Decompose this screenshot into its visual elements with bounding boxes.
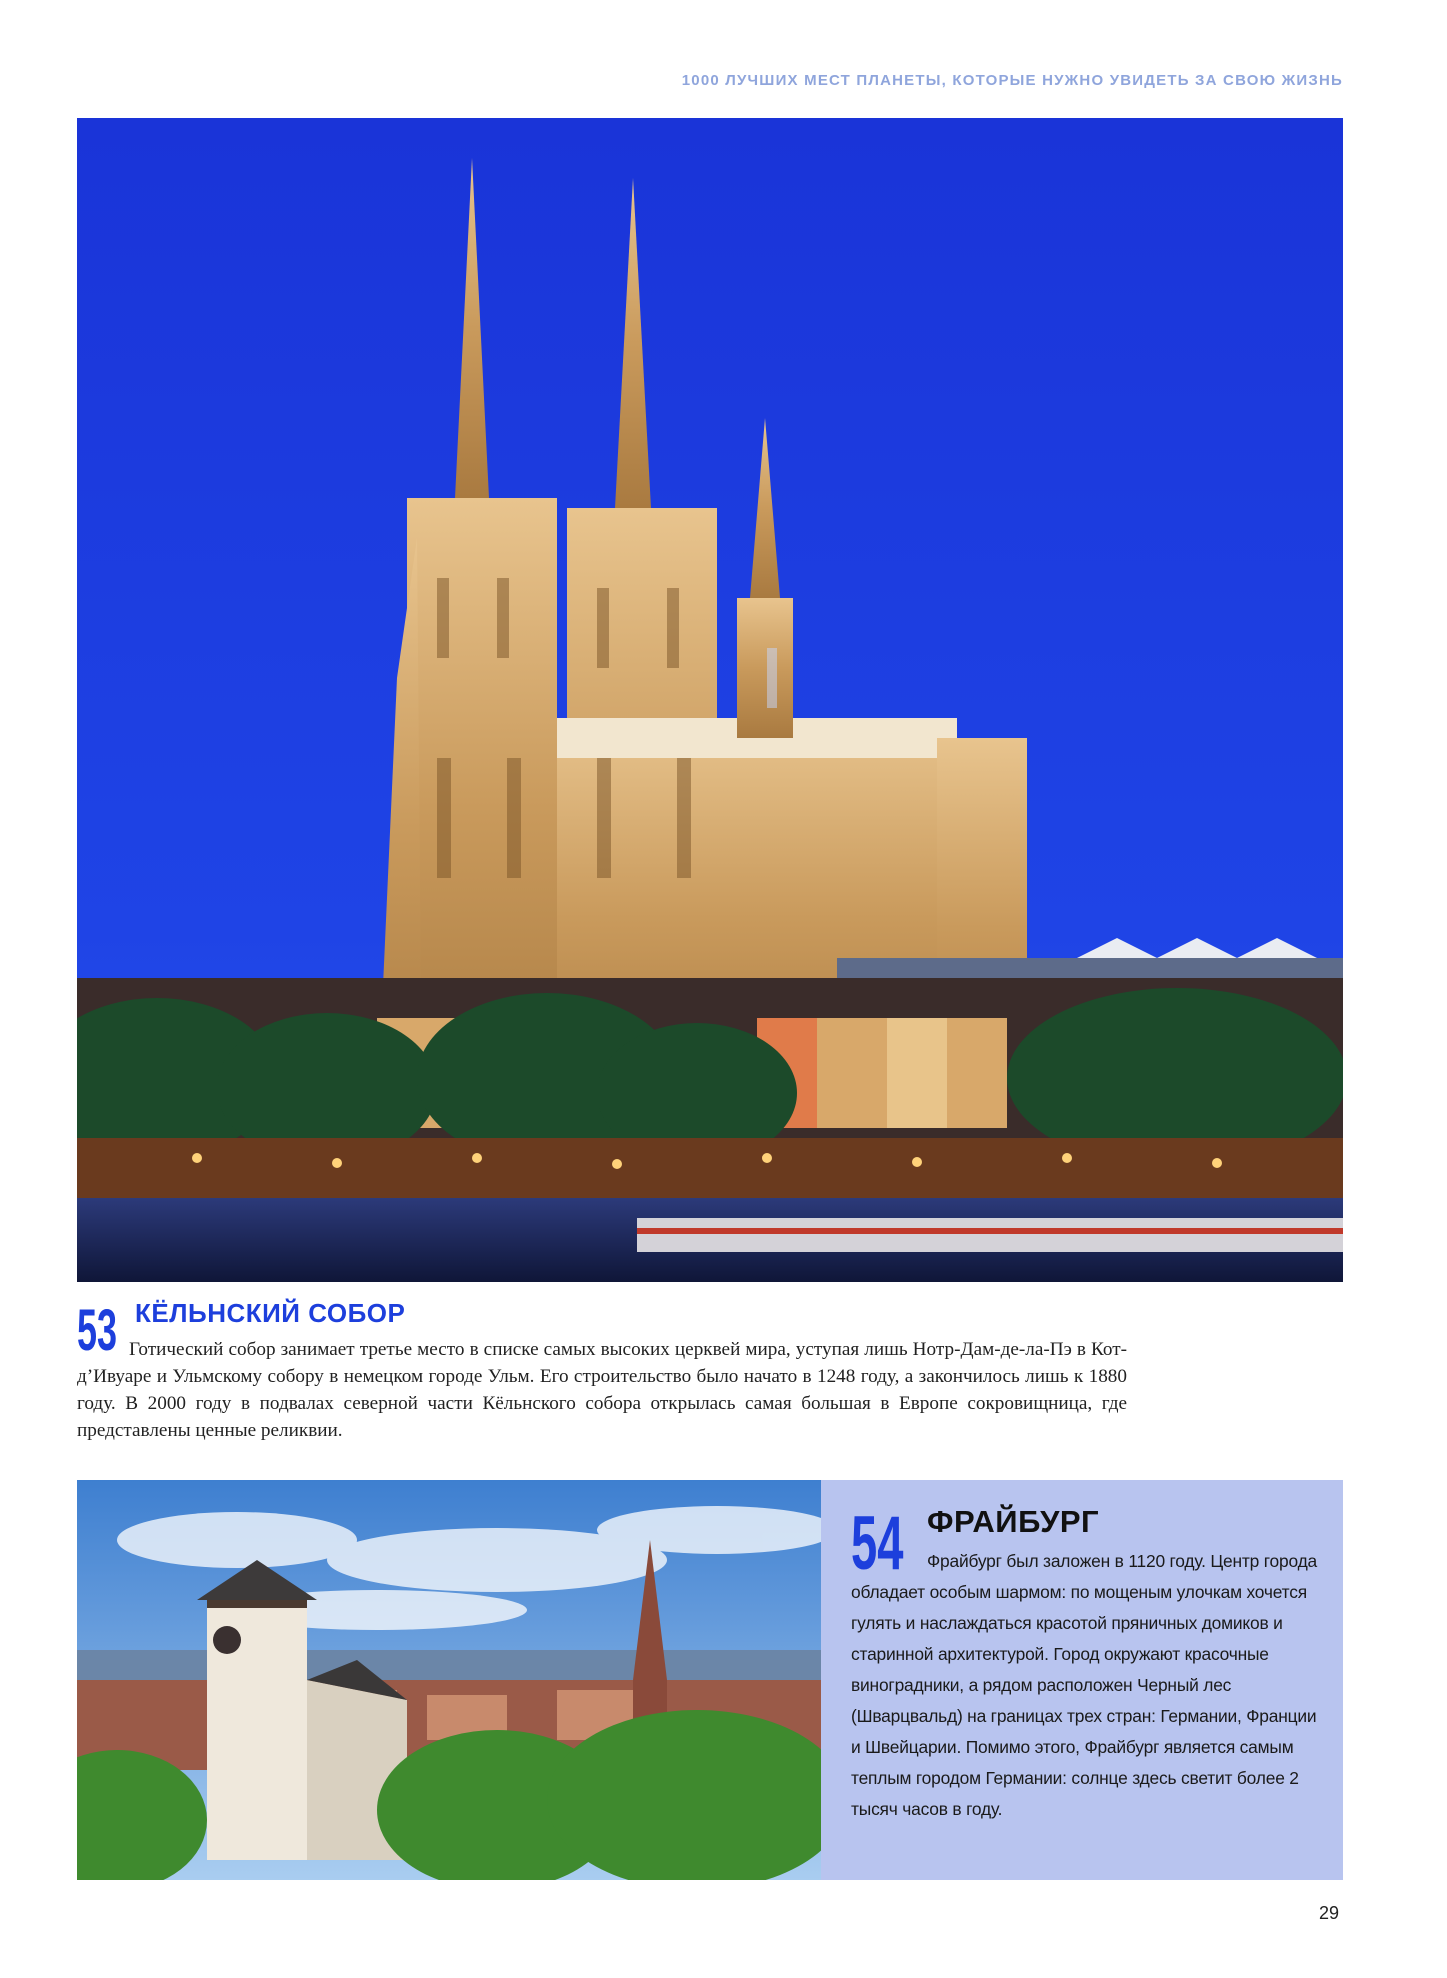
entry-text: Готический собор занимает третье место в списке самых высоких церквей мира, уступая лишь Нотр-Дам-де-ла-Пэ в Кот-д’Ивуаре и Ульмскому собору в немецком городе Ульм. Его строительство было начато в 1248 году, а закончилось лишь к 1880 году. В 2000 году в подвалах северной части Кёльнского собора открылась самая большая в Европе сокровищница, где представлены ценные реликвии. xyxy=(77,1339,1127,1441)
cologne-cathedral-photo xyxy=(77,118,1343,1282)
entry-title: ФРАЙБУРГ xyxy=(927,1504,1100,1539)
entry-number: 53 xyxy=(77,1298,117,1363)
entry-54-panel xyxy=(821,1480,1343,1880)
running-head: 1000 ЛУЧШИХ МЕСТ ПЛАНЕТЫ, КОТОРЫЕ НУЖНО УВИДЕТЬ ЗА СВОЮ ЖИЗНЬ xyxy=(681,72,1343,89)
entry-title: КЁЛЬНСКИЙ СОБОР xyxy=(135,1298,406,1328)
freiburg-photo xyxy=(77,1480,831,1880)
entry-number: 54 xyxy=(851,1501,904,1586)
entry-text: Фрайбург был заложен в 1120 году. Центр города обладает особым шармом: по мощеным улочкам хочется гулять и наслаждаться красотой пряничных домиков и старинной архитектурой. Город окружают красочные виноградники, а рядом расположен Черный лес (Шварцвальд) на границах трех стран: Германии, Франции и Швейцарии. Помимо этого, Фрайбург является самым теплым городом Германии: солнце здесь светит более 2 тысяч часов в году. xyxy=(851,1551,1317,1819)
page-number: 29 xyxy=(1318,1903,1339,1923)
